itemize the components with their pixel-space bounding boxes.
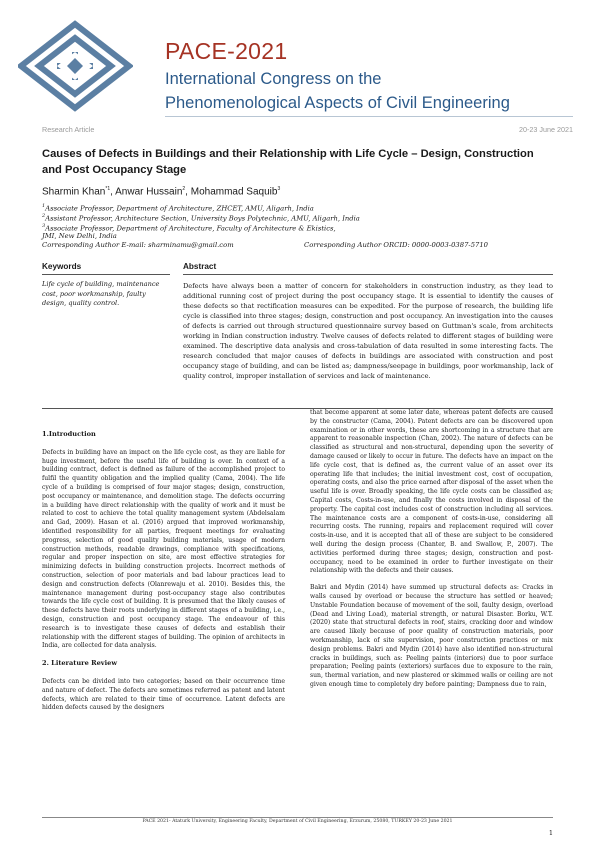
abstract-text: Defects have always been a matter of concern for stakeholders in construction industry, as they lead to additional running cost of project during the post occupancy stage. It is essential to identify the causes of these defects so that rectification measures can be expedited. For the purpose of research, the building life cycle is classified into three stages; design, construction and post occupancy. An investigation into the causes of defects is carried out through structured questionnaire survey based on Guttman's scale, from architects working in Indian construction industry. Twelve causes of defects related to different stages of building were examined. The descriptive data analysis and cross-tabulation of data resulted in some interesting facts. The research concluded that major causes of defects in buildings are associated with construction and post occupancy stage of building, and can be listed as; dampness/seepage in buildings, poor workmanship, lack of quality control, improper installation of services and lack of maintenance.	[183, 282, 553, 380]
article-type: Research Article	[42, 125, 95, 134]
body-column-left	[42, 430, 285, 721]
author-sup: *1	[105, 186, 111, 192]
affiliation: $^3$Associate Professor, Department of Architecture, Faculty of Architecture & Ekistics,	[42, 223, 336, 233]
footer-rule	[42, 817, 553, 818]
affiliation: $^2$Assistant Professor, Architecture Section, University Boys Polytechnic, AMU, Aligarh, India	[42, 213, 360, 223]
page-number: 1	[548, 829, 553, 837]
author-name: Sharmin Khan	[42, 186, 106, 198]
congress-logo	[18, 20, 133, 112]
author-sup: 3	[277, 186, 281, 192]
congress-title-line-1: International Congress on the	[165, 70, 382, 88]
affiliation: JMI, New Delhi, India	[42, 232, 117, 240]
header-divider	[165, 116, 573, 117]
author-list: Sharmin Khan$^{*1}$, Anwar Hussain$^2$, Mohammad Saquib$^3$	[42, 186, 281, 198]
affiliation: $^1$Associate Professor, Department of Architecture, ZHCET, AMU, Aligarh, India	[42, 203, 314, 213]
keywords-rule	[42, 274, 170, 275]
congress-dates: 20-23 June 2021	[519, 125, 573, 134]
congress-name: PACE-2021	[165, 38, 288, 64]
congress-title-line-2: Phenomenological Aspects of Civil Engineering	[165, 94, 510, 112]
keywords-heading: Keywords	[42, 262, 82, 271]
paragraph: Bakri and Mydin (2014) have summed up structural defects as: Cracks in walls caused by overload or because the structure has settled or heaved; Unstable Foundation because of movement of the soil, faulty design, overload (Dead and Living Load), material strength, or natural Disaster. Borku, W.T. (2020) state that structural defects in roof, stairs, cracking door and window are caused likely because of poor quality of construction materials, poor workmanship, lack of site supervision, poor construction practices or mix design problems. Bakri and Mydin (2014) have also identified non-structural cracks in buildings, such as: Peeling paints (interiors) due to poor surface preparation; Peeling paints (exteriors) surfaces due to exposure to the rain, sun, thermal variation, and new plastered or skimmed walls or ceiling are not given enough time to completely dry before painting; Dampness due to rain,	[310, 584, 553, 688]
paper-title: Causes of Defects in Buildings and their Relationship with Life Cycle – Design, Construction and Post Occupancy Stage	[42, 148, 534, 176]
paragraph: Defects in building have an impact on the life cycle cost, as they are liable for huge investment, before the useful life of building is over. In context of a building contract, defect is defined as failure of the accomplished project to fulfil the quantity obligation and the implied quality (Cama, 2004). The life cycle of a building is comprised of four major stages; design, construction, post occupancy or maintenance, and demolition stage. The defects occurring in a building have direct relationship with the quality of work and it must be related to cost to achieve the total quality management system (Abdelsalam and Gad, 2009). Hasan et al. (2016) argued that improved workmanship, identified responsibility for all parties, frequent meetings for evaluating progress, selection of good quality building materials, usage of modern construction methods, readable drawings, compliance with specifications, regular and proper inspection on site, are most effective strategies for minimizing defects in building construction projects. Incorrect methods of construction, selection of poor materials and bad labour practices lead to design and construction defects (Olanrewaju et al. 2010). Besides this, the maintenance management during post-occupancy stage also contributes towards the life cycle cost of building. It is presumed that the likely causes of these defects have their roots underlying in different stages of a building, i.e., design, construction and post occupancy stage. The endeavour of this research is to investigate these causes of defects and establish their relationship with the different stages of building. The opinion of architects in India, are collected for data analysis.	[42, 448, 285, 650]
body-column-right	[310, 409, 553, 698]
page-footer: PACE 2021- Ataturk University, Engineering Faculty, Department of Civil Engineering, Erzurum, 25080, TURKEY 20-23 June 2021	[142, 819, 453, 824]
keywords-text: Life cycle of building, maintenance cost, poor workmanship, faulty design, quality control.	[42, 280, 160, 307]
section-heading: 1.Introduction	[42, 430, 96, 438]
corresponding-email: Corresponding Author E-mail: sharminamu@gmail.com	[42, 241, 234, 249]
section-heading: 2. Literature Review	[42, 659, 117, 668]
abstract-heading: Abstract	[183, 262, 217, 271]
author-sup: 2	[182, 186, 186, 192]
corresponding-orcid: Corresponding Author ORCID: 0000-0003-0387-5710	[304, 241, 488, 249]
abstract-rule	[183, 274, 553, 275]
author-name: Mohammad Saquib	[190, 186, 278, 198]
paragraph: that become apparent at some later date, whereas patent defects are caused by the constructer (Cama, 2004). Patent defects are can be discovered upon examination or in other words, these are shortcoming in a structure that are apparent to reasonable inspection (Chan, 2002). The nature of defects can be classified as structural and non-structural, depending upon the severity of damage caused or likely to occur in future. The defects have an impact on the life cycle cost, that is defined as, the current value of an asset over its operating life that includes; the initial investment cost, cost of occupation, operating costs, and also the price earned after disposal of the asset when the useful life is over. Broadly speaking, the life cycle costs can be classified as; Capital costs, Costs-in-use, and finally the costs involved in disposal of the property. The capital cost includes cost of construction including all services. The maintenance costs are a component of costs-in-use, considering all recurring costs. The running, repairs and replacement required will cover costs-in-use, and it is accepted that all of these are subject to be considered well during the design process (Chanter, B. and Swallow, P., 2007). The activities performed during three stages; design, construction and post-occupancy, need to be examined in order to further investigate on their relationship with the defects and their causes.	[310, 409, 553, 575]
paragraph: Defects can be divided into two categories; based on their occurrence time and nature of defect. The defects are sometimes referred as patent and latent defects, which are related to their time of occurrence. Latent defects are hidden defects caused by the designers	[42, 677, 285, 712]
author-name: Anwar Hussain	[115, 186, 183, 198]
